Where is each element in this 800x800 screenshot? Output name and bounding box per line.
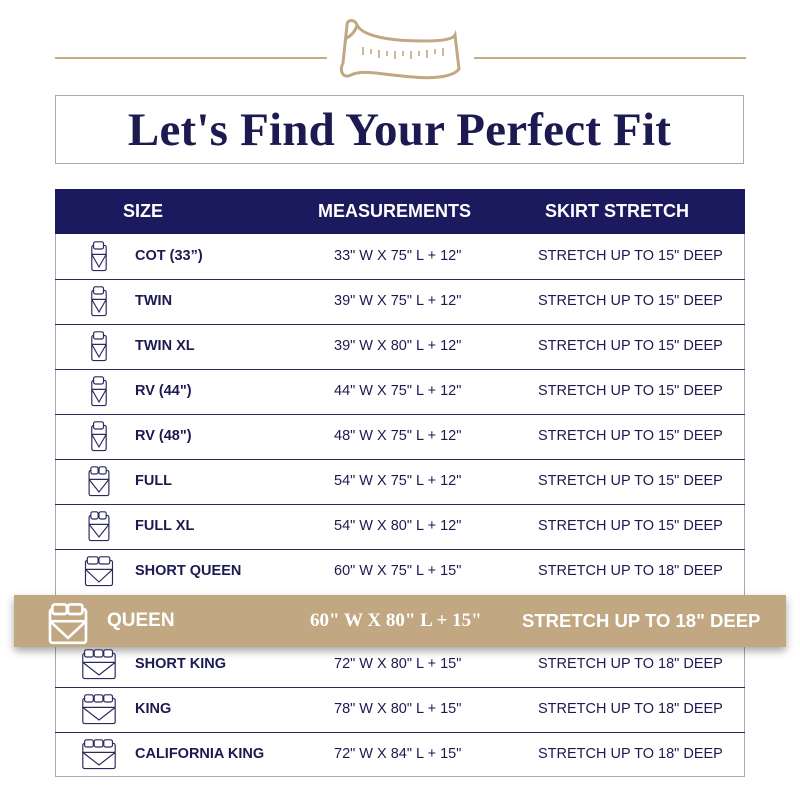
table-row [55,369,745,414]
skirt-stretch-cell: STRETCH UP TO 18" DEEP [538,746,723,762]
table-row [55,459,745,504]
skirt-stretch-cell: STRETCH UP TO 15" DEEP [538,293,723,309]
skirt-stretch-cell: STRETCH UP TO 15" DEEP [538,338,723,354]
size-name: CALIFORNIA KING [135,746,265,762]
double-bed-icon [81,465,117,499]
size-name: FULL [135,473,173,489]
skirt-stretch-cell: STRETCH UP TO 15" DEEP [538,428,723,444]
king-bed-icon [81,693,117,727]
measurements-value: 48" W X 75" L + 12" [334,428,462,444]
queen-bed-icon [81,555,117,589]
single-bed-icon [81,240,117,274]
title-box [55,95,744,164]
measurements-value: 72" W X 80" L + 15" [334,656,462,672]
table-row [55,504,745,549]
measurements-value: 54" W X 75" L + 12" [334,473,462,489]
measurements-value: 44" W X 75" L + 12" [334,383,462,399]
measurements-value: 39" W X 75" L + 12" [334,293,462,309]
queen-bed-icon [44,602,92,640]
table-row [55,324,745,369]
skirt-stretch-cell: STRETCH UP TO 15" DEEP [538,473,723,489]
skirt-stretch-cell: STRETCH UP TO 15" DEEP [538,383,723,399]
size-name: KING [135,701,172,717]
single-bed-icon [81,420,117,454]
single-bed-icon [81,285,117,319]
measurements-value: 39" W X 80" L + 12" [334,338,462,354]
measurements-value: 54" W X 80" L + 12" [334,518,462,534]
table-row [55,732,745,777]
size-name: TWIN XL [135,338,195,354]
skirt-stretch-cell: STRETCH UP TO 18" DEEP [538,563,723,579]
size-name: SHORT QUEEN [135,563,242,579]
table-row [55,234,745,279]
king-bed-icon [81,738,117,772]
table-row [55,279,745,324]
single-bed-icon [81,330,117,364]
table-row [55,414,745,459]
single-bed-icon [81,375,117,409]
measurements-value: 33" W X 75" L + 12" [334,248,462,264]
skirt-stretch-cell: STRETCH UP TO 15" DEEP [538,518,723,534]
skirt-stretch-cell: STRETCH UP TO 18" DEEP [522,610,761,631]
measurements-value: 60" W X 75" L + 15" [334,563,462,579]
size-name: SHORT KING [135,656,227,672]
measurements-cell: 60" W X 80" L + 15" [310,610,482,631]
king-bed-icon [81,648,117,682]
measurements-value: 78" W X 80" L + 15" [334,701,462,717]
size-name: QUEEN [107,610,175,631]
skirt-stretch-cell: STRETCH UP TO 15" DEEP [538,248,723,264]
decorative-line-left [55,57,327,59]
size-name: TWIN [135,293,173,309]
table-row [55,687,745,732]
measurements-value: 72" W X 84" L + 15" [334,746,462,762]
skirt-stretch-cell: STRETCH UP TO 18" DEEP [538,701,723,717]
table-row-highlighted [14,595,786,647]
size-name: RV (48") [135,428,192,444]
size-name: FULL XL [135,518,195,534]
page-title: Let's Find Your Perfect Fit [127,103,672,156]
size-name: RV (44") [135,383,192,399]
header-skirt-stretch: SKIRT STRETCH [545,201,689,221]
header-size: SIZE [123,201,164,221]
table-header [55,189,745,234]
measuring-tape-icon [333,15,467,85]
table-row [55,642,745,687]
decorative-line-right [474,57,746,59]
table-row [55,549,745,594]
header-measurements: MEASUREMENTS [318,201,472,221]
double-bed-icon [81,510,117,544]
skirt-stretch-cell: STRETCH UP TO 18" DEEP [538,656,723,672]
size-name: COT (33”) [135,248,203,264]
